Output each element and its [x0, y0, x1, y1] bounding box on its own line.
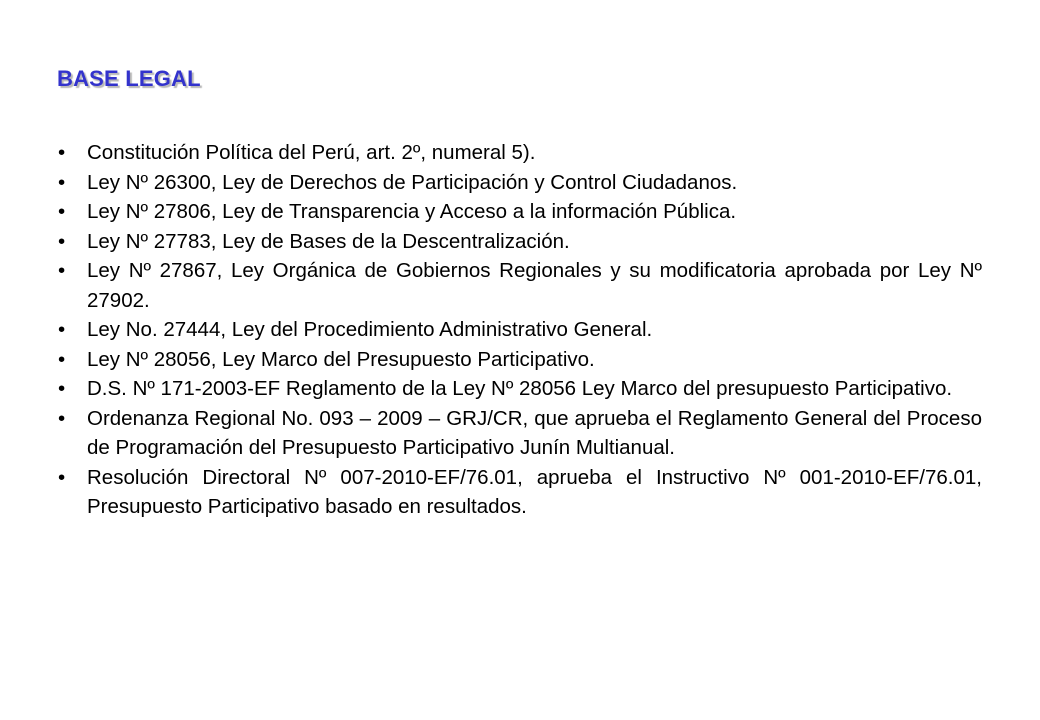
list-item — [58, 345, 982, 375]
bullet-icon: • — [58, 465, 66, 489]
list-item-text: Ley Nº 27806, Ley de Transparencia y Acceso a la información Pública. — [87, 200, 737, 223]
legal-basis-list — [58, 138, 982, 522]
list-item-text: Ley No. 27444, Ley del Procedimiento Administrativo General. — [87, 318, 653, 341]
list-item-text: Ley Nº 27867, Ley Orgánica de Gobiernos Regionales y su modificatoria aprobada por Ley Nº 27902. — [87, 259, 982, 312]
bullet-icon: • — [58, 259, 66, 282]
list-item-text: Ley Nº 27783, Ley de Bases de la Descentralización. — [87, 229, 570, 253]
bullet-icon: • — [58, 347, 66, 371]
page-title: BASE LEGAL — [57, 66, 201, 91]
list-item-text: Ley Nº 28056, Ley Marco del Presupuesto Participativo. — [87, 347, 595, 371]
list-item — [58, 463, 982, 522]
list-item — [58, 227, 982, 257]
list-item — [58, 256, 982, 315]
list-item — [58, 315, 982, 345]
list-item — [58, 168, 982, 198]
list-item — [58, 197, 982, 227]
list-item-text: Resolución Directoral Nº 007-2010-EF/76.01, aprueba el Instructivo Nº 001-2010-EF/76.01, Presupuesto Participativo basado en resultados. — [87, 465, 982, 518]
list-item — [58, 138, 982, 168]
list-item — [58, 374, 982, 404]
list-item — [58, 404, 982, 463]
list-item-text: Constitución Política del Perú, art. 2º, numeral 5). — [87, 141, 536, 164]
bullet-icon: • — [58, 200, 66, 223]
list-item-text: D.S. Nº 171-2003-EF Reglamento de la Ley Nº 28056 Ley Marco del presupuesto Participativo. — [87, 377, 953, 400]
bullet-icon: • — [58, 170, 66, 194]
bullet-icon: • — [58, 318, 66, 341]
bullet-icon: • — [58, 406, 66, 430]
list-item-text: Ordenanza Regional No. 093 – 2009 – GRJ/CR, que aprueba el Reglamento General del Proceso de Programación del Presupuesto Participativo Junín Multianual. — [87, 406, 982, 459]
list-item-text: Ley Nº 26300, Ley de Derechos de Participación y Control Ciudadanos. — [87, 170, 738, 194]
bullet-icon: • — [58, 141, 66, 164]
bullet-icon: • — [58, 377, 66, 400]
bullet-icon: • — [58, 229, 66, 253]
